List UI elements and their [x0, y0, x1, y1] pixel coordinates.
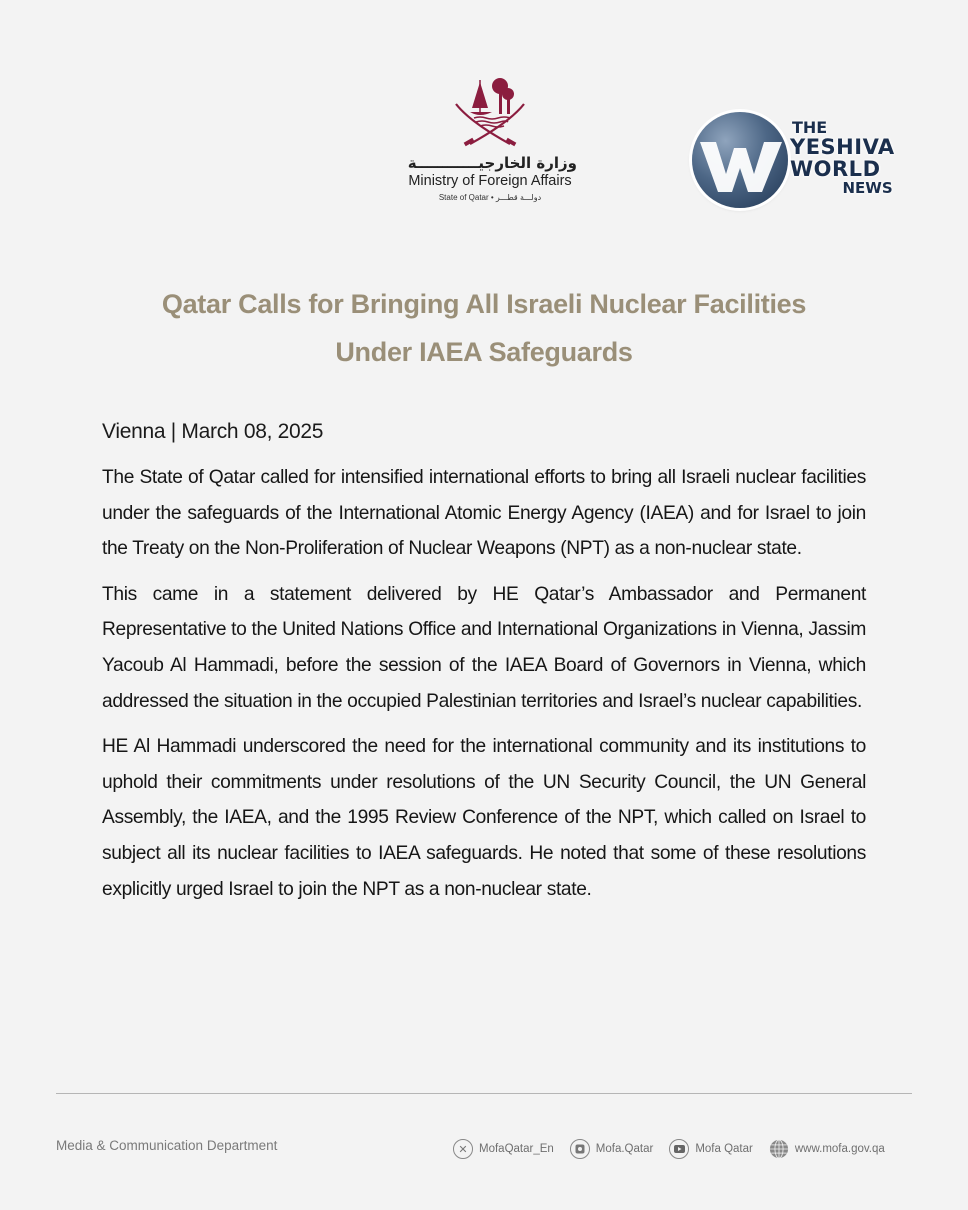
footer-link-instagram[interactable] [570, 1139, 654, 1159]
yeshiva-world-news-wordmark [790, 120, 895, 196]
paragraph-2: This came in a statement delivered by HE Qatar’s Ambassador and Permanent Representative to the United Nations Office and International Organizations in Vienna, Jassim Yacoub Al Hammadi, before the session of the IAEA Board of Governors in Vienna, which addressed the situation in the occupied Palestinian territories and Israel’s nuclear capabilities. [102, 583, 866, 712]
ywn-yeshiva: YESHIVA [790, 135, 895, 159]
mofa-state-line: State of Qatar • دولـــة قطـــر [438, 193, 542, 202]
headline [60, 280, 908, 376]
globe-icon [769, 1139, 789, 1159]
yeshiva-world-w-icon [692, 112, 788, 208]
footer-link-label: Mofa Qatar [695, 1143, 753, 1155]
paragraph-1: The State of Qatar called for intensified international efforts to bring all Israeli nuclear facilities under the safeguards of the International Atomic Energy Agency (IAEA) and for Israel to join the Treaty on the Non-Proliferation of Nuclear Weapons (NPT) as a non-nuclear state. [102, 467, 866, 560]
qatar-emblem-icon [450, 72, 530, 152]
footer-link-label: Mofa.Qatar [595, 1143, 654, 1155]
footer-link-youtube[interactable] [669, 1139, 753, 1159]
headline-line-1: Qatar Calls for Bringing All Israeli Nuclear Facilities [161, 289, 807, 319]
youtube-icon [669, 1139, 689, 1159]
yeshiva-world-news-logo [692, 110, 912, 210]
footer-divider [56, 1093, 912, 1094]
ywn-the: THE [792, 118, 828, 137]
footer-link-label: www.mofa.gov.qa [794, 1143, 885, 1155]
footer-link-x[interactable] [453, 1139, 554, 1159]
mofa-arabic-name: وزارة الخارجيــــــــــــة [407, 154, 577, 172]
dateline: Vienna | March 08, 2025 [102, 420, 324, 443]
article-body [102, 460, 866, 917]
footer-department: Media & Communication Department [56, 1138, 278, 1153]
instagram-icon [570, 1139, 590, 1159]
mofa-logo [385, 72, 595, 232]
mofa-english-name: Ministry of Foreign Affairs [408, 173, 572, 189]
footer-link-website[interactable] [769, 1139, 885, 1159]
footer-link-label: MofaQatar_En [479, 1143, 554, 1155]
x-twitter-icon: ✕ [453, 1139, 473, 1159]
footer-social-links [453, 1137, 885, 1161]
ywn-world: WORLD [790, 157, 881, 181]
headline-line-2: Under IAEA Safeguards [335, 337, 633, 367]
ywn-news: NEWS [842, 179, 893, 197]
paragraph-3: HE Al Hammadi underscored the need for the international community and its institutions to uphold their commitments under resolutions of the UN Security Council, the UN General Assembly, the IAEA, and the 1995 Review Conference of the NPT, which called on Israel to subject all its nuclear facilities to IAEA safeguards. He noted that some of these resolutions explicitly urged Israel to join the NPT as a non-nuclear state. [102, 736, 866, 900]
